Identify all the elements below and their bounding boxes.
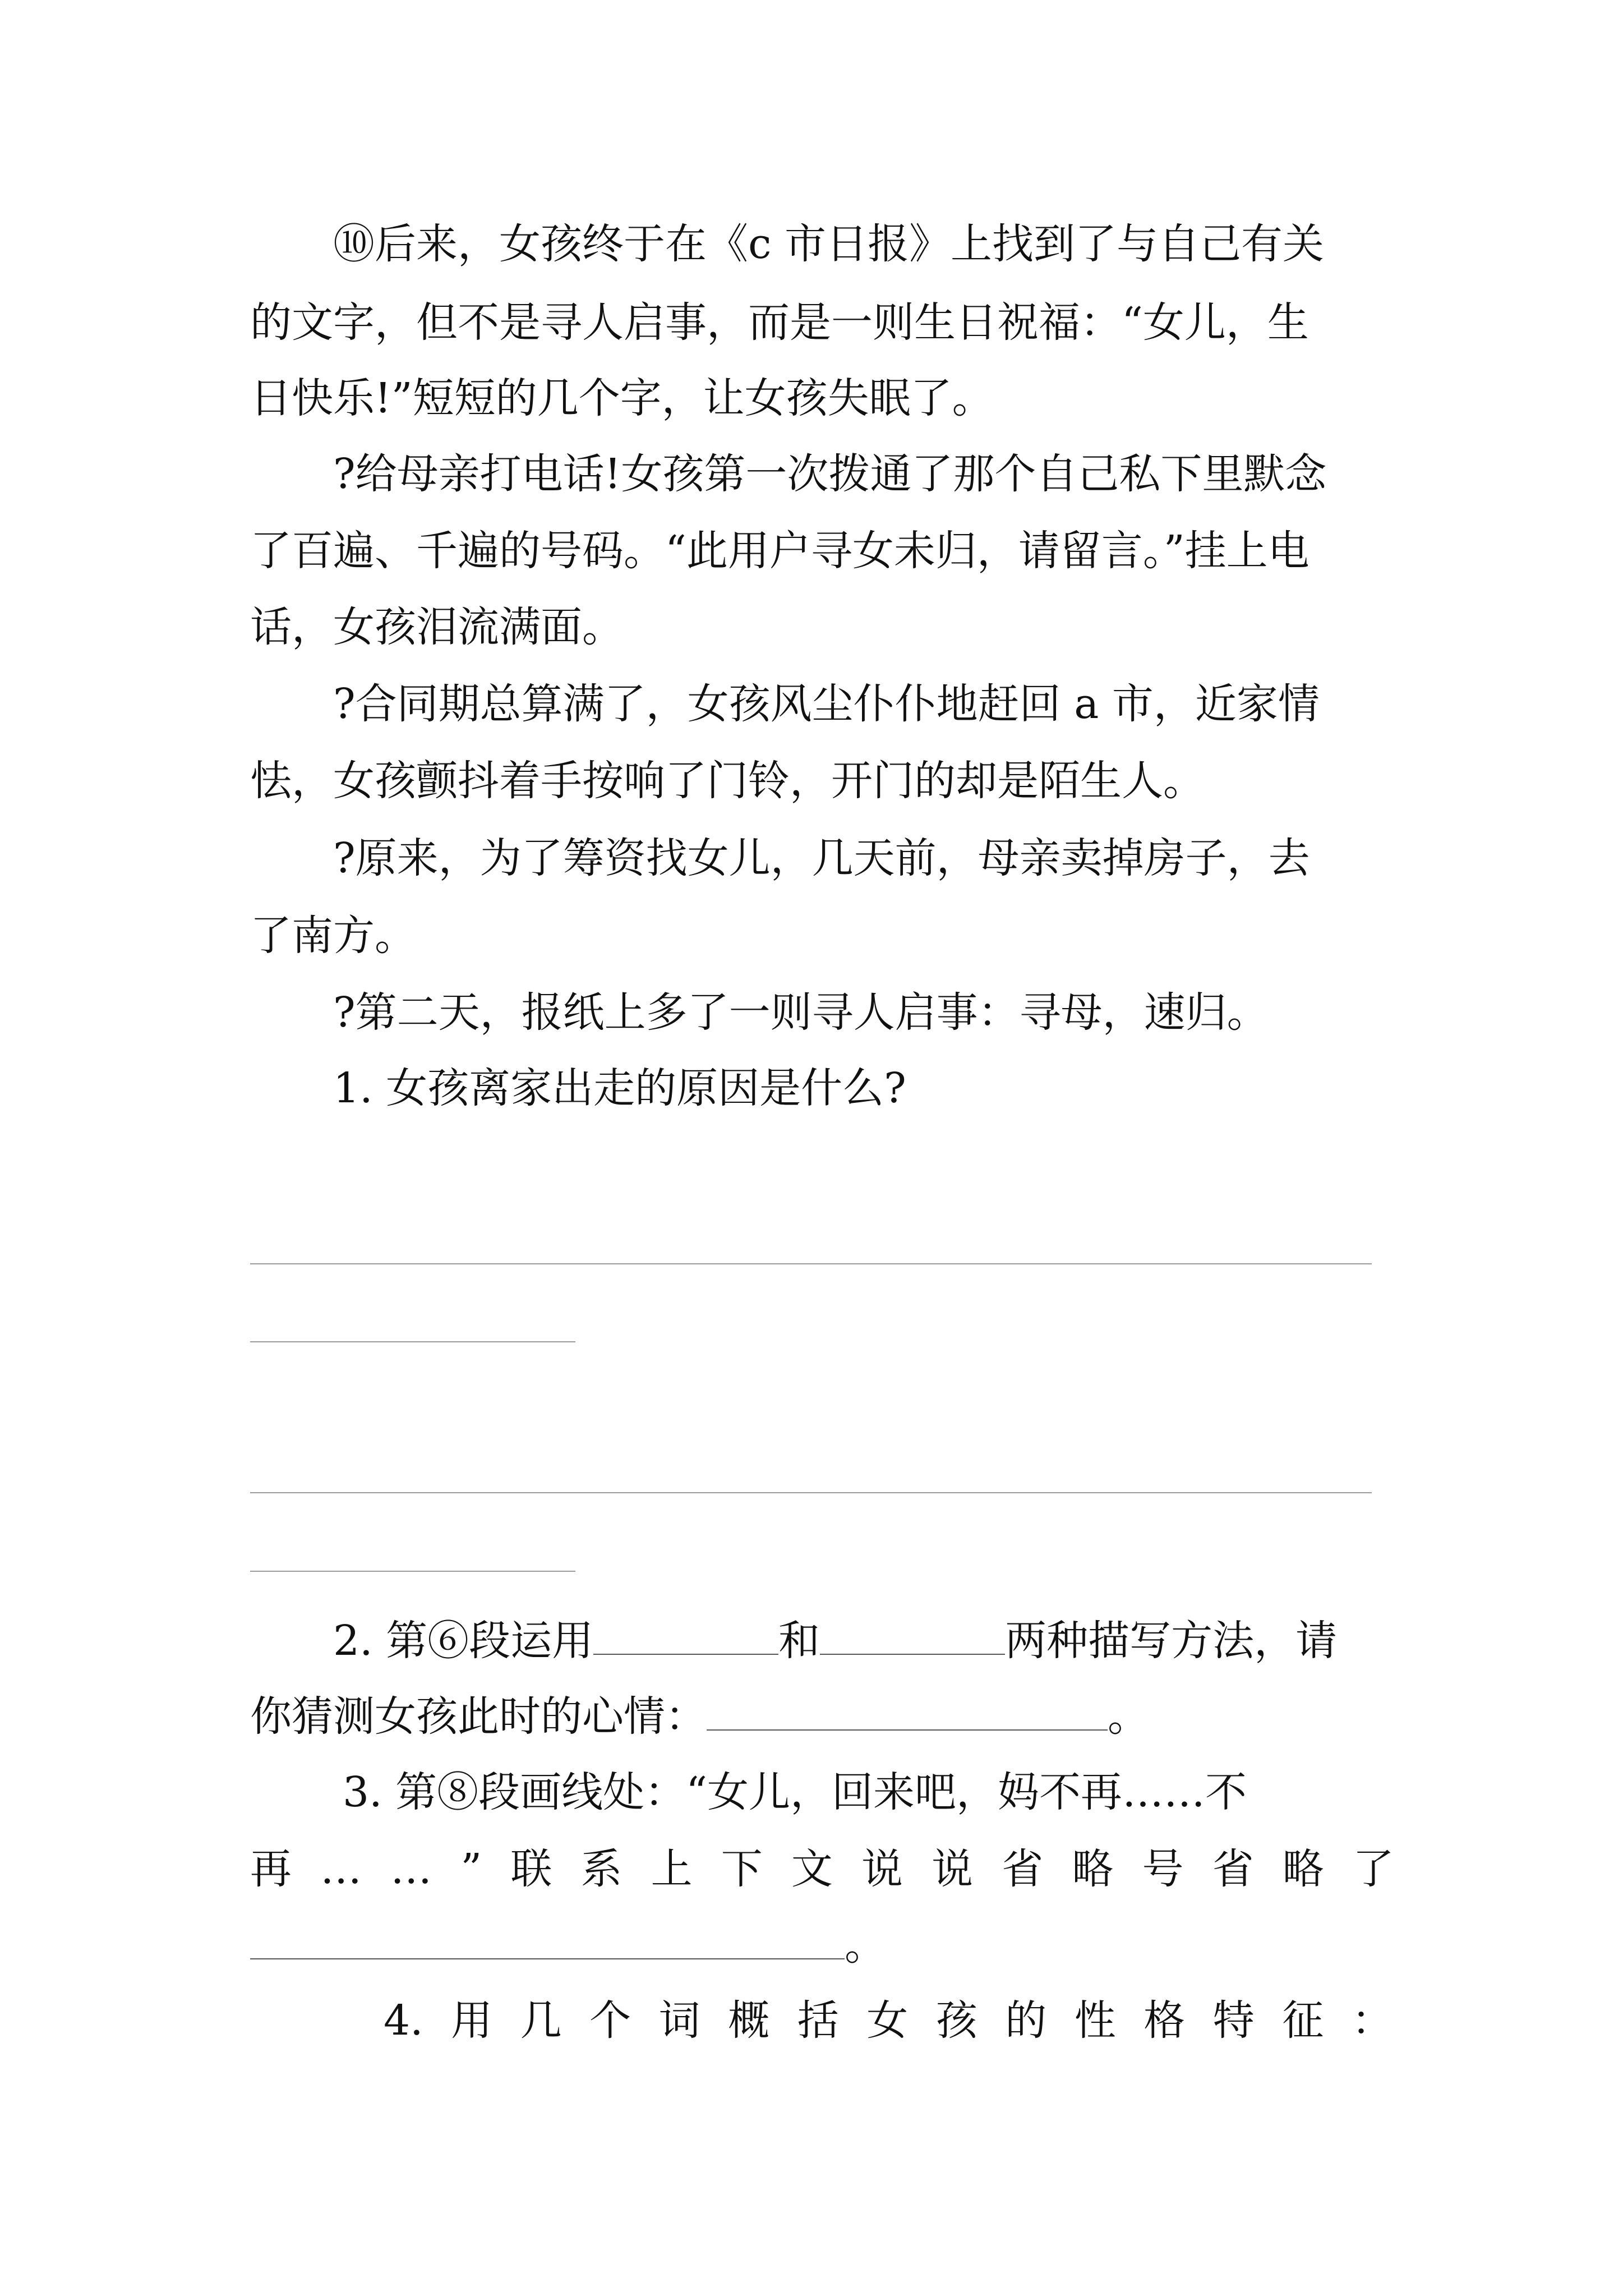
question-3-char: 说: [932, 1845, 974, 1893]
paragraph-11-line-3: 话，女孩泪流满面。: [250, 603, 624, 651]
question-3-char: 省: [1002, 1845, 1044, 1893]
question-4-char: 女: [866, 1996, 909, 2045]
answer-line[interactable]: [250, 1571, 575, 1572]
question-4-char: 概: [728, 1996, 770, 2045]
question-2-prompt: 你猜测女孩此时的心情：: [250, 1692, 707, 1741]
paragraph-10-line-2: 的文字，但不是寻人启事，而是一则生日祝福：“女儿，生: [250, 298, 1309, 347]
question-3-end: 。: [845, 1921, 886, 1970]
question-4-char: 词: [658, 1996, 700, 2045]
question-3-line-2: [250, 1841, 1394, 1897]
question-1: 1. 女孩离家出走的原因是什么?: [333, 1064, 906, 1112]
question-3-char: 上: [651, 1845, 693, 1893]
question-4-char: 格: [1144, 1996, 1186, 2045]
answer-line[interactable]: [250, 1341, 575, 1342]
question-4-char: 征: [1282, 1996, 1324, 2045]
question-3-char: 说: [861, 1845, 903, 1893]
paragraph-14-line-1: ?第二天，报纸上多了一则寻人启事：寻母，速归。: [333, 988, 1269, 1037]
question-4-char: 几: [520, 1996, 562, 2045]
question-2-line-1: [250, 1613, 1394, 1669]
paragraph-10-line-1: ⑩后来，女孩终于在《c 市日报》上找到了与自己有关: [333, 220, 1324, 268]
paragraph-10-line-3: 日快乐!”短短的几个字，让女孩失眠了。: [250, 374, 994, 422]
question-3-char: 文: [791, 1845, 833, 1893]
answer-line[interactable]: [250, 1492, 1372, 1493]
question-3-char: 下: [721, 1845, 763, 1893]
question-2-text-b: 和: [778, 1617, 820, 1665]
paragraph-13-line-1: ?原来，为了筹资找女儿，几天前，母亲卖掉房子，去: [333, 834, 1310, 882]
question-4-char: 4.: [384, 1996, 423, 2045]
question-3-char: 省: [1212, 1845, 1254, 1893]
question-3-char: 了: [1352, 1845, 1394, 1893]
question-4-char: ：: [1351, 1996, 1393, 2045]
paragraph-12-line-1: ?合同期总算满了，女孩风尘仆仆地赶回 a 市，近家情: [333, 680, 1320, 728]
answer-blank[interactable]: [707, 1689, 1108, 1731]
question-3-char: 再: [250, 1845, 292, 1893]
answer-blank[interactable]: [593, 1613, 778, 1655]
question-4-char: 个: [589, 1996, 631, 2045]
paragraph-12-line-2: 怯，女孩颤抖着手按响了门铃，开门的却是陌生人。: [250, 757, 1205, 805]
question-4-line-1: [384, 1993, 1393, 2049]
question-2-text-c: 两种描写方法，请: [1005, 1617, 1338, 1665]
question-3-char: 略: [1282, 1845, 1324, 1893]
question-3-char: 联: [510, 1845, 552, 1893]
question-3-char: ”: [460, 1845, 482, 1893]
answer-blank[interactable]: [250, 1918, 845, 1959]
question-2-end: 。: [1108, 1692, 1149, 1741]
question-3-char: …: [320, 1845, 362, 1893]
question-4-char: 的: [1005, 1996, 1047, 2045]
question-4-char: 孩: [935, 1996, 978, 2045]
question-4-char: 特: [1212, 1996, 1255, 2045]
question-2-text-a: 2. 第⑥段运用: [333, 1617, 594, 1665]
question-3-char: 系: [580, 1845, 623, 1893]
question-4-char: 括: [797, 1996, 839, 2045]
question-3-line-3: [250, 1917, 1394, 1973]
question-3-char: 号: [1142, 1845, 1184, 1893]
answer-blank[interactable]: [820, 1613, 1005, 1655]
question-3-char: …: [390, 1845, 432, 1893]
question-3-char: 略: [1072, 1845, 1114, 1893]
answer-line[interactable]: [250, 1263, 1372, 1264]
question-4-char: 性: [1074, 1996, 1116, 2045]
paragraph-11-line-1: ?给母亲打电话!女孩第一次拨通了那个自己私下里默念: [333, 450, 1327, 498]
question-4-char: 用: [451, 1996, 493, 2045]
question-3-line-1: 3. 第⑧段画线处：“女儿，回来吧，妈不再……不: [343, 1768, 1247, 1816]
paragraph-11-line-2: 了百遍、千遍的号码。“此用户寻女未归，请留言。”挂上电: [250, 527, 1310, 575]
paragraph-13-line-2: 了南方。: [250, 912, 416, 960]
question-2-line-2: [250, 1688, 1394, 1745]
